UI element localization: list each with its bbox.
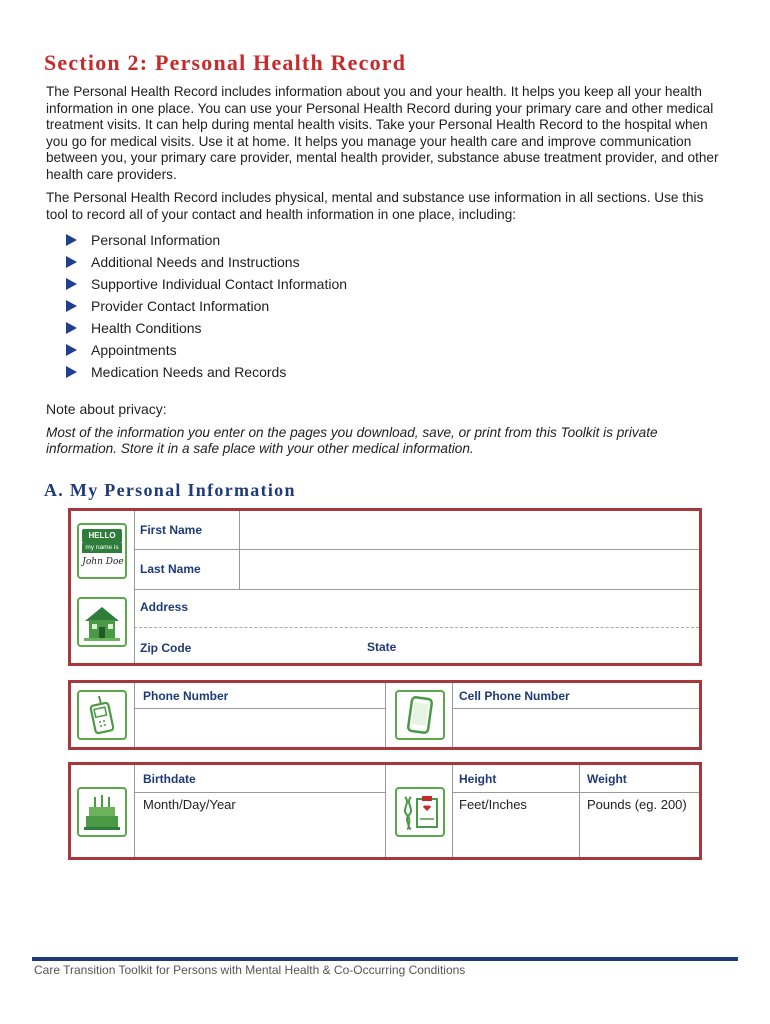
- birthdate-hint: Month/Day/Year: [143, 797, 236, 812]
- privacy-heading: Note about privacy:: [46, 401, 167, 417]
- list-item: Medication Needs and Records: [66, 361, 347, 383]
- body-info-box: [68, 762, 702, 860]
- weight-hint: Pounds (eg. 200): [587, 797, 687, 812]
- phone-number-field[interactable]: [136, 710, 384, 746]
- smartphone-icon: [395, 690, 445, 740]
- intro-paragraph-2: The Personal Health Record includes physical, mental and substance use information in all sections. Use this tool to record all of your contact and health information in one place, including:: [46, 190, 704, 222]
- footer-divider: [32, 957, 738, 961]
- triangle-bullet-icon: [66, 278, 77, 290]
- triangle-bullet-icon: [66, 344, 77, 356]
- phone-number-label: Phone Number: [143, 689, 229, 703]
- last-name-field[interactable]: [241, 551, 697, 587]
- list-item: Supportive Individual Contact Information: [66, 273, 347, 295]
- list-item: Provider Contact Information: [66, 295, 347, 317]
- section-list: [66, 229, 347, 383]
- phone-box: [68, 680, 702, 750]
- mobile-phone-icon: [77, 690, 127, 740]
- footer-text: Care Transition Toolkit for Persons with Mental Health & Co-Occurring Conditions: [34, 963, 466, 977]
- triangle-bullet-icon: [66, 256, 77, 268]
- height-field[interactable]: [454, 794, 578, 856]
- triangle-bullet-icon: [66, 234, 77, 246]
- address-label: Address: [140, 600, 189, 614]
- birthdate-field[interactable]: [136, 794, 384, 856]
- personal-info-title: A. My Personal Information: [44, 480, 296, 500]
- cell-phone-label: Cell Phone Number: [459, 689, 570, 703]
- intro-paragraph-1: The Personal Health Record includes information about you and your health. It helps you keep all your health information in one place. You can use your Personal Health Record during your primary care and other medical treatment visits. It can help during mental health visits. Take your Personal Health Record to the hospital when you go for medical visits. Use it at home. It helps you manage your health care and improve communication between you, your primary care provider, mental health provider, substance abuse treatment provider, and other health care providers.: [46, 84, 719, 182]
- name-tag-icon: HELLO my name is John Doe: [77, 523, 127, 579]
- triangle-bullet-icon: [66, 322, 77, 334]
- weight-label: Weight: [587, 772, 627, 786]
- state-label: State: [367, 640, 397, 654]
- house-icon: [77, 597, 127, 647]
- triangle-bullet-icon: [66, 300, 77, 312]
- first-name-label: First Name: [140, 523, 203, 537]
- list-item: Health Conditions: [66, 317, 347, 339]
- section-title: Section 2: Personal Health Record: [44, 50, 407, 75]
- privacy-text: Most of the information you enter on the pages you download, save, or print from this Toolkit is private information. Store it in a safe place with your other medical information.: [46, 425, 658, 457]
- birthday-cake-icon: [77, 787, 127, 837]
- list-item: Personal Information: [66, 229, 347, 251]
- zip-code-label: Zip Code: [140, 641, 192, 655]
- list-item: Appointments: [66, 339, 347, 361]
- height-label: Height: [459, 772, 497, 786]
- name-address-box: [68, 508, 702, 666]
- zip-code-field[interactable]: [201, 631, 361, 661]
- last-name-label: Last Name: [140, 562, 201, 576]
- triangle-bullet-icon: [66, 366, 77, 378]
- birthdate-label: Birthdate: [143, 772, 196, 786]
- first-name-field[interactable]: [241, 512, 697, 548]
- state-field[interactable]: [411, 631, 696, 661]
- height-hint: Feet/Inches: [459, 797, 527, 812]
- weight-field[interactable]: [581, 794, 699, 856]
- list-item: Additional Needs and Instructions: [66, 251, 347, 273]
- medical-clipboard-icon: [395, 787, 445, 837]
- address-field[interactable]: [206, 591, 696, 625]
- cell-phone-field[interactable]: [454, 710, 698, 746]
